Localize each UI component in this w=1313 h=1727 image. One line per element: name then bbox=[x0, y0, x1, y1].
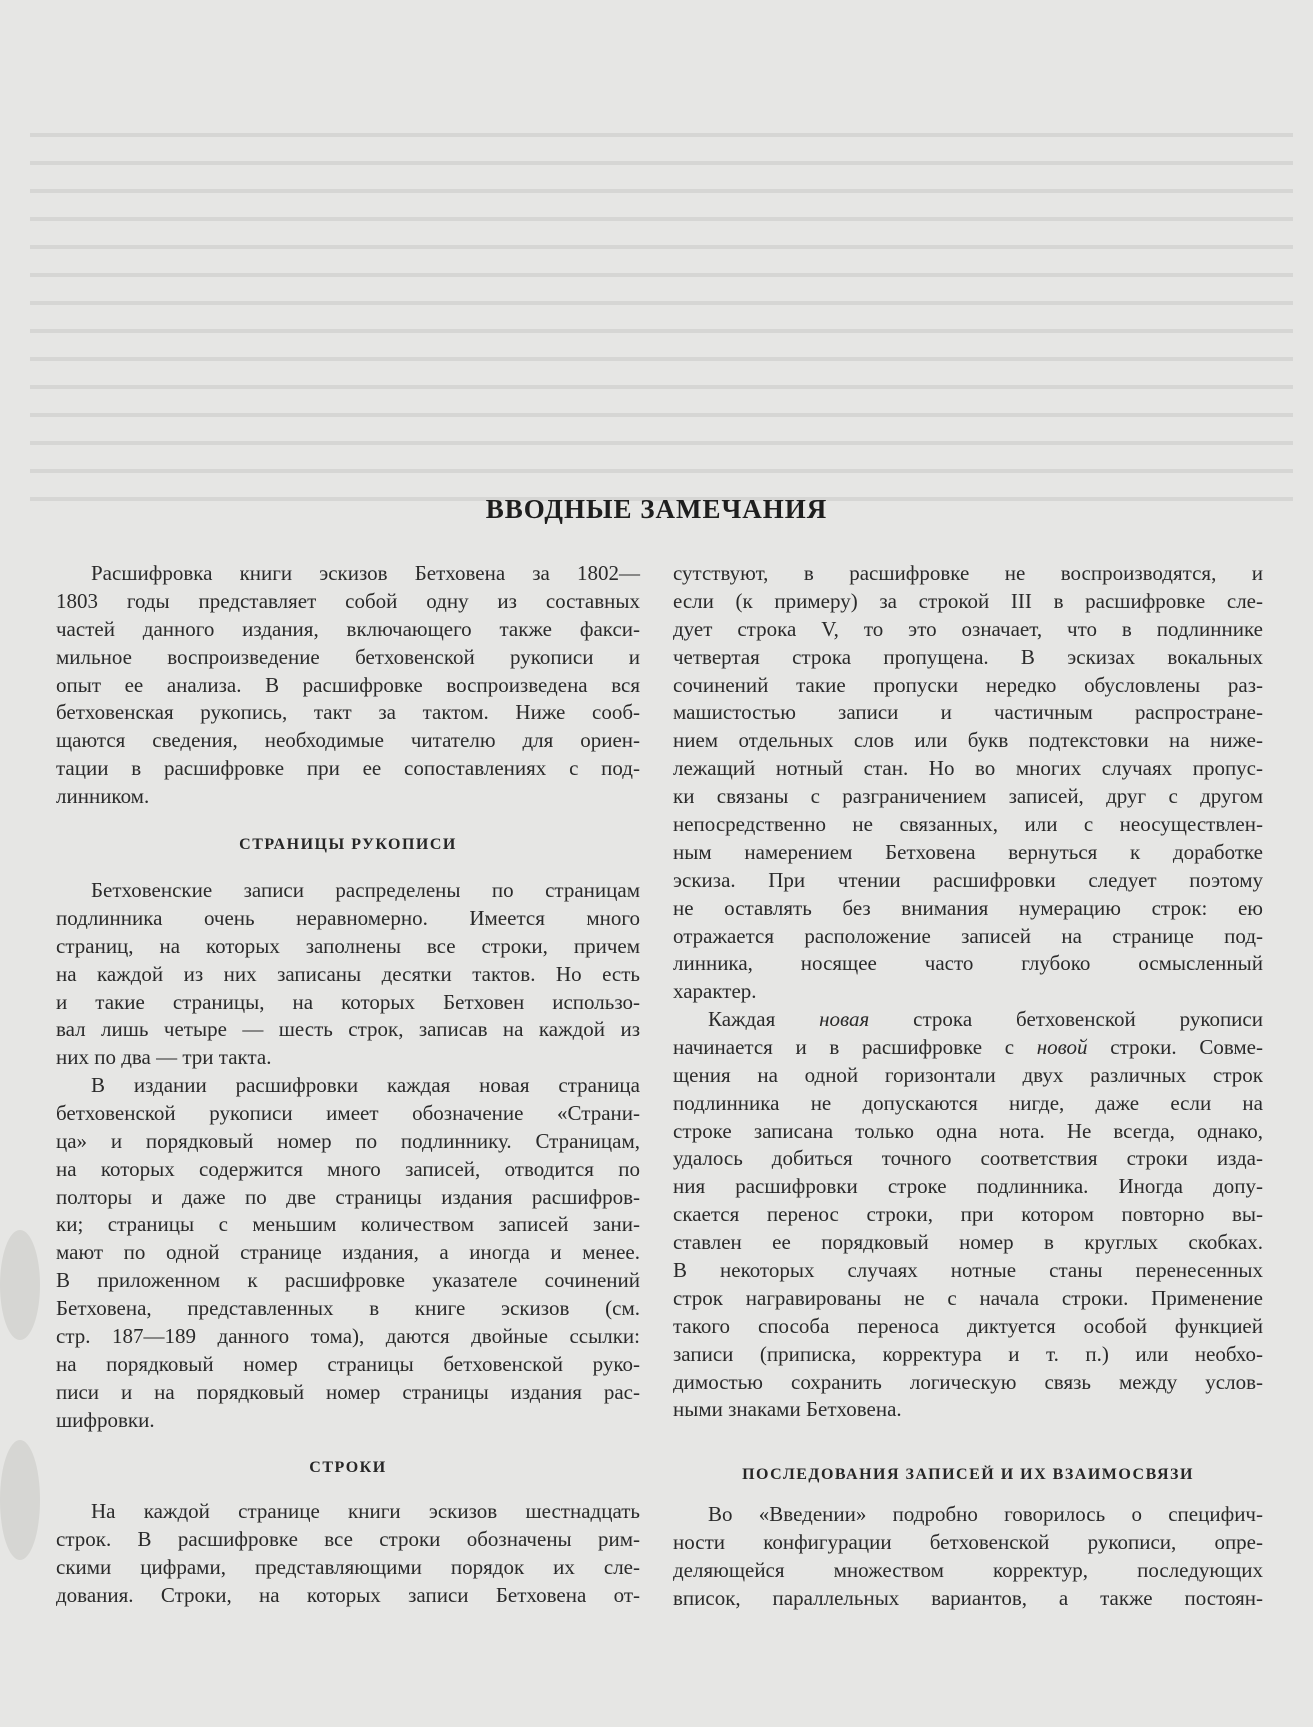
text-line: линника, носящее часто глубоко осмысленный bbox=[673, 951, 1263, 976]
text-line bbox=[673, 1034, 1263, 1062]
text-line: сутствуют, в расшифровке не воспроизводятся, и bbox=[673, 561, 1263, 585]
text-line: на каждой из них записаны десятки тактов. Но есть bbox=[56, 961, 640, 986]
text-line: характер. bbox=[673, 979, 757, 1004]
text-line: вал лишь четыре — шесть строк, записав на каждой из bbox=[56, 1017, 640, 1042]
text-line: дования. Строки, на которых записи Бетховена от- bbox=[56, 1582, 640, 1607]
text-line: нием отдельных слов или букв подтекстовки на ниже- bbox=[673, 728, 1263, 753]
page-title: ВВОДНЫЕ ЗАМЕЧАНИЯ bbox=[485, 494, 828, 524]
text-line: Бетховенские записи распределены по страницам bbox=[91, 878, 640, 902]
text-line: ки; страницы с меньшим количеством записей зани- bbox=[56, 1212, 640, 1237]
text-line: непосредственно не связанных, или с неосуществлен- bbox=[673, 812, 1263, 837]
text-line: 1803 годы представляет собой одну из составных bbox=[56, 588, 640, 613]
paragraph bbox=[56, 560, 640, 811]
text-line: не оставлять без внимания нумерацию строк: ею bbox=[673, 895, 1263, 920]
text-line: ности конфигурации бетховенской рукописи, опре- bbox=[673, 1529, 1263, 1554]
text-segment: начинается и в расшифровке с bbox=[673, 1034, 1037, 1059]
text-line: Бетховена, представленных в книге эскизов (см. bbox=[56, 1296, 640, 1321]
text-line: вписок, параллельных вариантов, а также постоян- bbox=[673, 1585, 1263, 1610]
text-line: подлинника очень неравномерно. Имеется много bbox=[56, 905, 640, 930]
text-line: бетховенская рукопись, такт за тактом. Ниже сооб- bbox=[56, 700, 640, 725]
text-line: машистостью записи и частичным распростране- bbox=[673, 700, 1263, 725]
text-line: на которых содержится много записей, отводится по bbox=[56, 1156, 640, 1181]
text-segment: строка бетховенской рукописи bbox=[869, 1007, 1263, 1031]
text-line: ными знаками Бетховена. bbox=[673, 1397, 902, 1422]
paragraph bbox=[56, 1498, 640, 1610]
emphasized-text: новой bbox=[1036, 1034, 1088, 1059]
text-line: строке записана только одна нота. Не всегда, однако, bbox=[673, 1118, 1263, 1143]
text-line: ния расшифровки строке подлинника. Иногда допу- bbox=[673, 1174, 1263, 1199]
emphasized-text: новая bbox=[819, 1007, 870, 1031]
section-heading: ПОСЛЕДОВАНИЯ ЗАПИСЕЙ И ИХ ВЗАИМОСВЯЗИ bbox=[742, 1466, 1194, 1483]
text-line: Расшифровка книги эскизов Бетховена за 1802— bbox=[91, 561, 640, 585]
text-line: скими цифрами, представляющими порядок их сле- bbox=[56, 1554, 640, 1579]
paragraph bbox=[673, 1501, 1263, 1613]
text-line: мают по одной странице издания, а иногда и менее. bbox=[56, 1240, 640, 1265]
text-line: На каждой странице книги эскизов шестнадцать bbox=[91, 1499, 640, 1523]
text-line: лежащий нотный стан. Но во многих случаях пропус- bbox=[673, 756, 1263, 781]
text-line: щения на одной горизонтали двух различных строк bbox=[673, 1062, 1263, 1087]
text-line: удалось добиться точного соответствия строки изда- bbox=[673, 1146, 1263, 1171]
text-line: эскиза. При чтении расшифровки следует поэтому bbox=[673, 867, 1263, 892]
text-line: подлинника не допускаются нигде, даже если на bbox=[673, 1090, 1263, 1115]
text-line: полторы и даже по две страницы издания расшифров- bbox=[56, 1184, 640, 1209]
text-line: на порядковый номер страницы бетховенской руко- bbox=[56, 1351, 640, 1376]
text-line: дует строка V, то это означает, что в подлиннике bbox=[673, 616, 1263, 641]
paper-stain bbox=[0, 1230, 40, 1340]
text-line: отражается расположение записей на странице под- bbox=[673, 923, 1263, 948]
section-heading: СТРОКИ bbox=[309, 1459, 387, 1476]
text-line: ки связаны с разграничением записей, друг с другом bbox=[673, 784, 1263, 809]
text-line: Во «Введении» подробно говорилось о специфич- bbox=[708, 1502, 1263, 1526]
text-line: димостью сохранить логическую связь между услов- bbox=[673, 1369, 1263, 1394]
text-line: ным намерением Бетховена вернуться к доработке bbox=[673, 839, 1263, 864]
text-line: ставлен ее порядковый номер в круглых скобках. bbox=[673, 1230, 1263, 1255]
section-heading: СТРАНИЦЫ РУКОПИСИ bbox=[239, 836, 457, 853]
text-line bbox=[673, 1006, 1263, 1034]
text-line: В некоторых случаях нотные станы перенесенных bbox=[673, 1258, 1263, 1283]
text-line: В издании расшифровки каждая новая страница bbox=[91, 1073, 640, 1097]
paragraph bbox=[56, 877, 640, 1072]
text-line: опыт ее анализа. В расшифровке воспроизведена вся bbox=[56, 672, 640, 697]
text-line: них по два — три такта. bbox=[56, 1045, 272, 1070]
text-line: писи и на порядковый номер страницы издания рас- bbox=[56, 1379, 640, 1404]
text-line: такого способа переноса диктуется особой функцией bbox=[673, 1313, 1263, 1338]
text-segment: Каждая bbox=[708, 1007, 820, 1031]
text-line: и такие страницы, на которых Бетховен использо- bbox=[56, 989, 640, 1014]
text-line: В приложенном к расшифровке указателе сочинений bbox=[56, 1268, 640, 1293]
text-segment: строки. Совме- bbox=[1087, 1034, 1264, 1059]
text-line: если (к примеру) за строкой III в расшифровке сле- bbox=[673, 588, 1263, 613]
text-line: стр. 187—189 данного тома), даются двойные ссылки: bbox=[56, 1324, 640, 1349]
paragraph bbox=[673, 1006, 1263, 1424]
text-line: скается перенос строки, при котором повторно вы- bbox=[673, 1202, 1263, 1227]
paragraph bbox=[673, 560, 1263, 1006]
text-line: четвертая строка пропущена. В эскизах вокальных bbox=[673, 644, 1263, 669]
text-line: тации в расшифровке при ее сопоставлениях с под- bbox=[56, 756, 640, 781]
paper-stain bbox=[0, 1440, 40, 1560]
text-line: записи (приписка, корректура и т. п.) или необхо- bbox=[673, 1341, 1263, 1366]
text-line: деляющейся множеством корректур, последующих bbox=[673, 1557, 1263, 1582]
text-line: строк награвированы не с начала строки. Применение bbox=[673, 1285, 1263, 1310]
text-line: линником. bbox=[56, 784, 150, 809]
bleed-through-text bbox=[30, 115, 1293, 515]
text-line: бетховенской рукописи имеет обозначение «Страни- bbox=[56, 1100, 640, 1125]
text-line: мильное воспроизведение бетховенской рукописи и bbox=[56, 644, 640, 669]
text-line: строк. В расшифровке все строки обозначены рим- bbox=[56, 1526, 640, 1551]
text-line: щаются сведения, необходимые читателю для ориен- bbox=[56, 728, 640, 753]
text-line: шифровки. bbox=[56, 1407, 155, 1432]
text-line: страниц, на которых заполнены все строки, причем bbox=[56, 933, 640, 958]
text-line: ца» и порядковый номер по подлиннику. Страницам, bbox=[56, 1128, 640, 1153]
text-line: частей данного издания, включающего также факси- bbox=[56, 616, 640, 641]
paragraph bbox=[56, 1072, 640, 1435]
text-line: сочинений такие пропуски нередко обусловлены раз- bbox=[673, 672, 1263, 697]
